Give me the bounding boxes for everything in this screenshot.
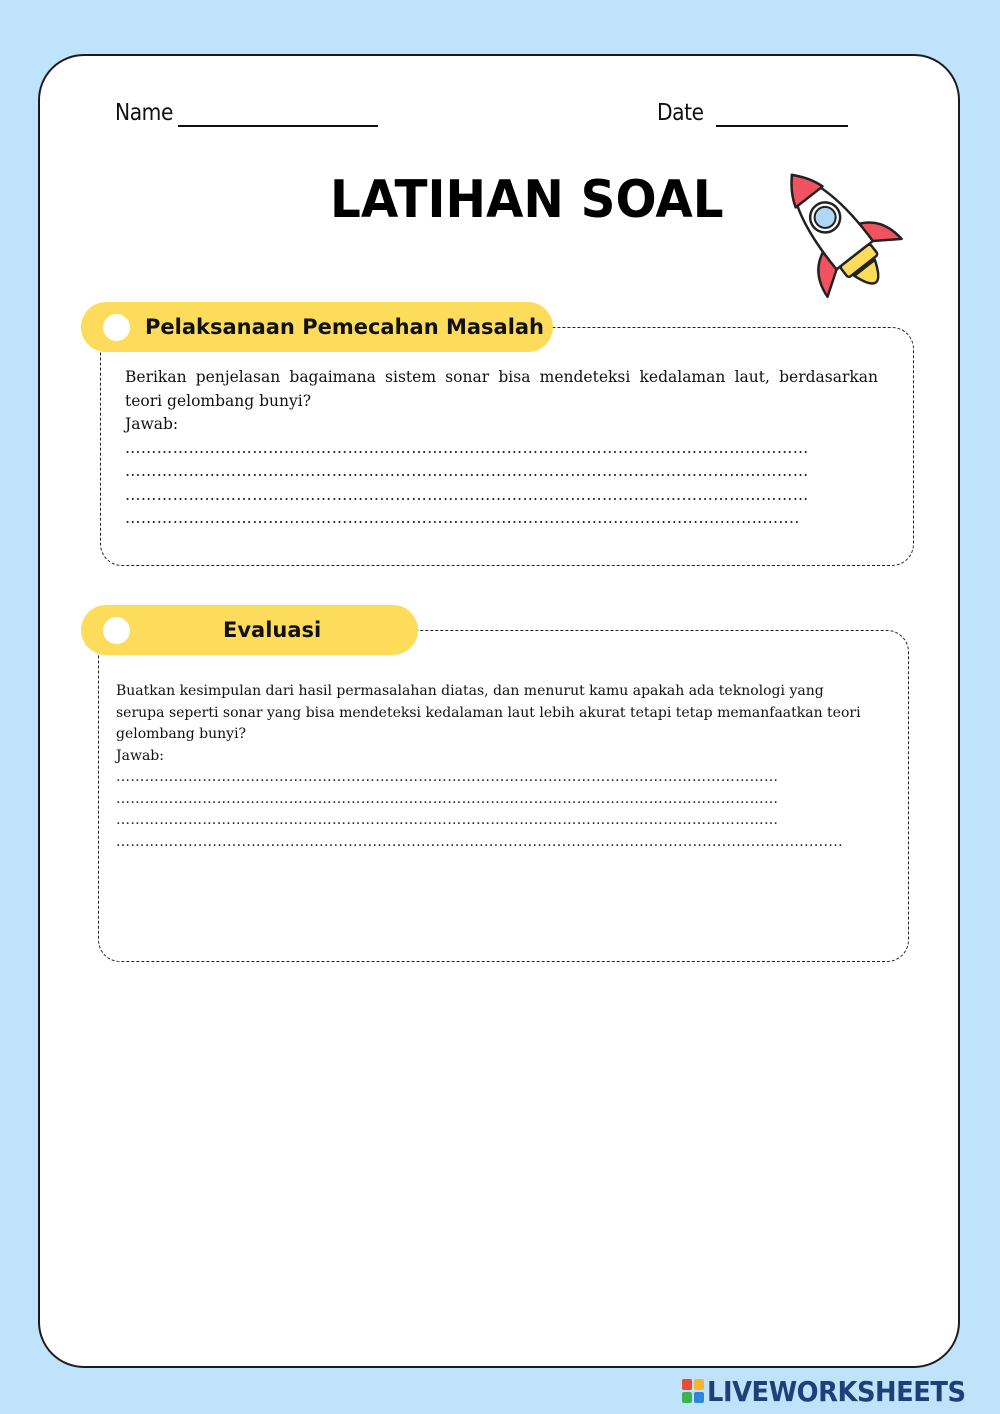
bullet-dot xyxy=(103,617,130,644)
question-text: Buatkan kesimpulan dari hasil permasalahan diatas, dan menurut kamu apakah ada teknologi yang serupa seperti sonar yang bisa mendeteksi kedalaman laut lebih akurat tetapi tetap memanfaatkan teori gelombang bunyi? xyxy=(116,683,861,742)
date-field[interactable] xyxy=(716,125,848,127)
section-heading-pill xyxy=(81,605,418,655)
answer-label: Jawab: xyxy=(116,747,164,764)
question-text: Berikan penjelasan bagaimana sistem sonar bisa mendeteksi kedalaman laut, berdasarkan teori gelombang bunyi? xyxy=(125,368,878,410)
answer-line[interactable]: ………………………………………………………………………………………………………………………… xyxy=(116,812,779,828)
name-label: Name xyxy=(115,100,173,126)
answer-line[interactable]: ………………………………………………………………………………………………………………………… xyxy=(116,769,779,785)
section-heading-pill xyxy=(81,302,553,352)
answer-label: Jawab: xyxy=(125,415,179,433)
liveworksheets-logo-icon xyxy=(682,1379,704,1403)
name-field[interactable] xyxy=(178,125,378,127)
answer-line[interactable]: ………………………………………………………………………………………………………………… xyxy=(125,462,809,480)
section-heading: Evaluasi xyxy=(223,618,322,642)
answer-line[interactable]: ………………………………………………………………………………………………………………… xyxy=(125,438,809,457)
question-block xyxy=(116,681,876,853)
bullet-dot xyxy=(103,314,130,341)
section-heading: Pelaksanaan Pemecahan Masalah xyxy=(145,315,545,339)
brand-name: LIVEWORKSHEETS xyxy=(706,1374,966,1408)
answer-line[interactable]: ………………………………………………………………………………………………………………… xyxy=(125,485,809,504)
rocket-icon xyxy=(760,150,910,310)
answer-line[interactable]: ………………………………………………………………………………………………………………………… xyxy=(116,790,779,807)
question-block xyxy=(125,366,878,531)
date-label: Date xyxy=(657,100,704,126)
liveworksheets-brand[interactable] xyxy=(682,1376,988,1406)
page-title: LATIHAN SOAL xyxy=(330,170,724,230)
answer-line[interactable]: ………….......................................................................................................................................... xyxy=(116,833,843,850)
answer-line[interactable]: …………………………………………………………….......................................................... xyxy=(125,509,800,527)
